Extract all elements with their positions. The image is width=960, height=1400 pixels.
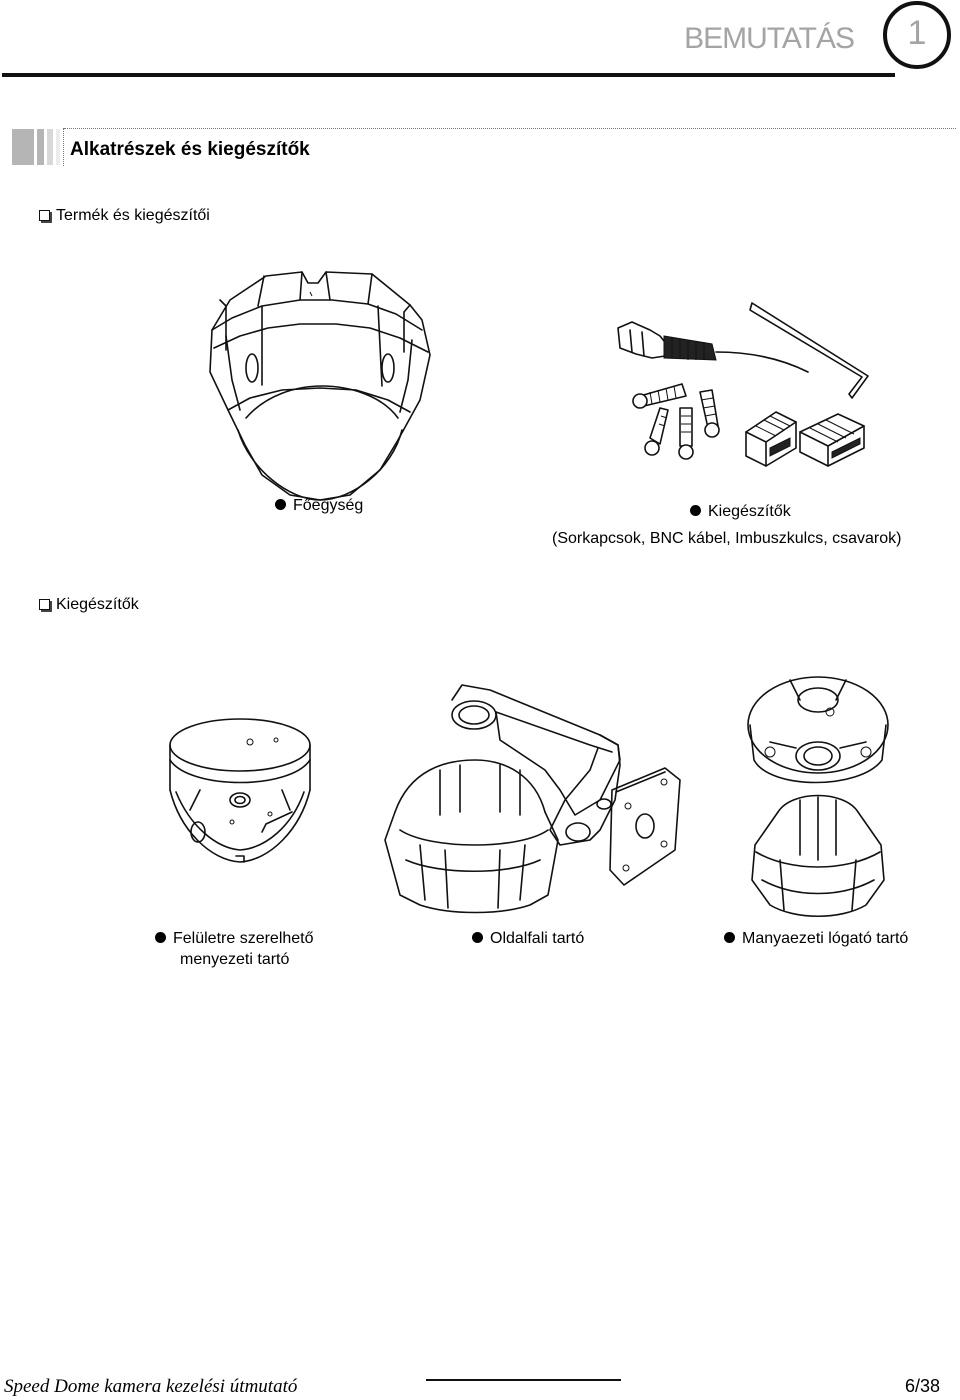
bullet-dot-icon [690,505,701,516]
surface-ceiling-mount-drawing [170,719,310,862]
pendant-mount-drawing [748,677,888,916]
main-unit-caption [275,497,363,515]
section-rule [64,128,956,129]
chapter-number: 1 [907,14,927,52]
chapter-title: BEMUTATÁS [684,22,854,55]
accessory-2-caption [472,930,584,948]
accessory-heading-text: Kiegészítők [56,596,139,613]
accessory-1-label-line2: menyezeti tartó [180,951,290,968]
accessory-1-label-line1: Felületre szerelhető [173,930,314,947]
accessory-3-label: Manyaezeti lógató tartó [742,930,909,947]
bullet-dot-icon [724,932,735,943]
bullet-dot-icon [472,932,483,943]
dome-camera-drawing [210,272,430,500]
accessories-detail: (Sorkapcsok, BNC kábel, Imbuszkulcs, csavarok) [552,530,902,547]
accessory-2-label: Oldalfali tartó [490,930,585,947]
screws-drawing [633,384,719,459]
checkbox-icon [39,599,50,610]
bullet-dot-icon [155,932,166,943]
terminal-blocks-drawing [746,412,864,466]
accessory-3-caption [724,930,908,948]
section-rule-left [63,128,64,166]
product-heading [39,207,210,225]
section-title: Alkatrészek és kiegészítők [70,139,310,160]
footer-rule [426,1379,621,1381]
checkbox-icon [39,210,50,221]
main-unit-label: Főegység [293,497,364,514]
header-rule [2,73,895,77]
accessories-label: Kiegészítők [708,503,791,520]
accessory-1-caption [155,930,314,948]
wall-mount-drawing [385,685,680,913]
product-heading-text: Termék és kiegészítői [56,207,210,224]
footer-page-number: 6/38 [904,1376,940,1396]
accessory-heading [39,596,139,614]
hex-key-drawing [750,303,868,398]
bullet-dot-icon [275,499,286,510]
accessories-caption [690,503,791,521]
footer-manual-title: Speed Dome kamera kezelési útmutató [4,1376,298,1397]
bnc-cable-drawing [618,322,808,372]
